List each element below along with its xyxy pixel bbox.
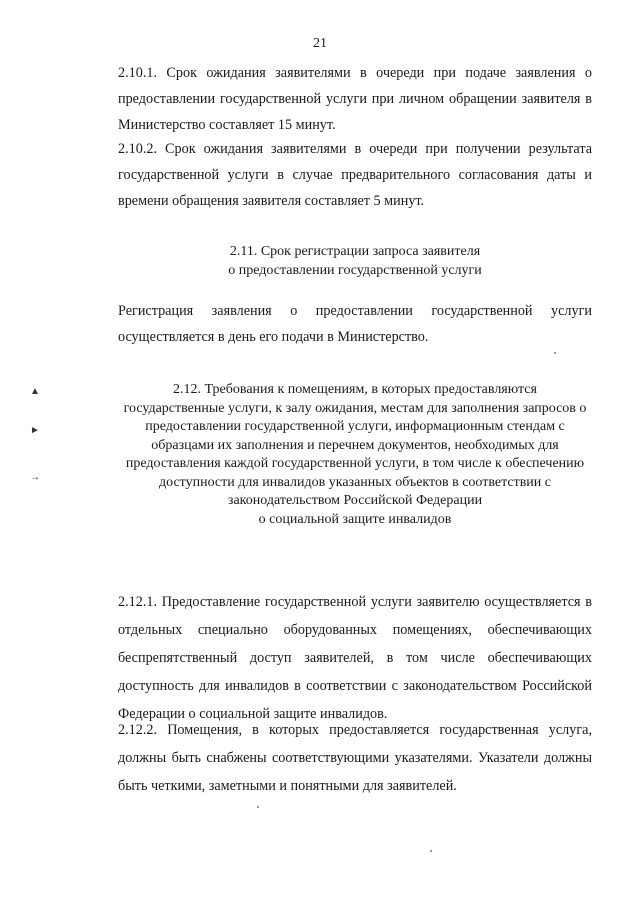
paragraph-2-11-text: Регистрация заявления о предоставлении государственной услуги осуществляется в день его подачи в Министерство. [118, 303, 592, 345]
paragraph-2-11 [118, 298, 592, 350]
scan-mark-3: → [30, 472, 40, 483]
heading-2-12-line7: законодательством Российской Федерации [227, 493, 483, 508]
paragraph-2-10-1-text: 2.10.1. Срок ожидания заявителями в очереди при подаче заявления о предоставлении государственной услуги при личном обращении заявителя в Министерство составляет 15 минут. [118, 65, 592, 133]
paragraph-2-12-2 [118, 716, 592, 800]
paragraph-2-10-1 [118, 60, 592, 138]
scan-mark-1: ▲ [30, 386, 40, 397]
scan-speck [554, 352, 556, 354]
paragraph-2-12-1 [118, 588, 592, 728]
heading-2-12 [108, 381, 602, 529]
heading-2-11-line1: 2.11. Срок регистрации запроса заявителя [229, 244, 481, 259]
paragraph-2-10-2 [118, 136, 592, 214]
paragraph-2-12-2-text: 2.12.2. Помещения, в которых предоставляется государственная услуга, должны быть снабжены соответствующими указателями. Указатели должны быть четкими, заметными и понятными для заявителей. [118, 722, 592, 794]
scan-speck [257, 806, 259, 808]
heading-2-11-line2: о предоставлении государственной услуги [228, 262, 482, 278]
page-number: 21 [313, 36, 327, 51]
heading-2-12-line5: предоставления каждой государственной услуги, в том числе к обеспечению [125, 456, 585, 471]
heading-2-12-line6: доступности для инвалидов указанных объектов в соответствии с [158, 474, 552, 490]
heading-2-12-line4: образцами их заполнения и перечнем документов, необходимых для [151, 437, 559, 453]
heading-2-12-line1: 2.12. Требования к помещениям, в которых предоставляются [173, 382, 537, 397]
scan-mark-2: ► [30, 425, 40, 436]
heading-2-12-line2: государственные услуги, к залу ожидания, местам для заполнения запросов о [123, 400, 587, 416]
paragraph-2-12-1-text: 2.12.1. Предоставление государственной услуги заявителю осуществляется в отдельных специально оборудованных помещениях, обеспечивающих беспрепятственный доступ заявителей, в том числе обеспечивающих доступность для инвалидов в соответствии с законодательством Российской Федерации о социальной защите инвалидов. [118, 594, 592, 722]
heading-2-12-line3: предоставлении государственной услуги, информационным стендам с [145, 419, 565, 434]
scan-speck [430, 850, 432, 852]
paragraph-2-10-2-text: 2.10.2. Срок ожидания заявителями в очереди при получении результата государственной услуги в случае предварительного согласования даты и времени обращения заявителя составляет 5 минут. [118, 141, 592, 209]
heading-2-11 [118, 243, 592, 280]
heading-2-12-line8: о социальной защите инвалидов [258, 511, 452, 527]
